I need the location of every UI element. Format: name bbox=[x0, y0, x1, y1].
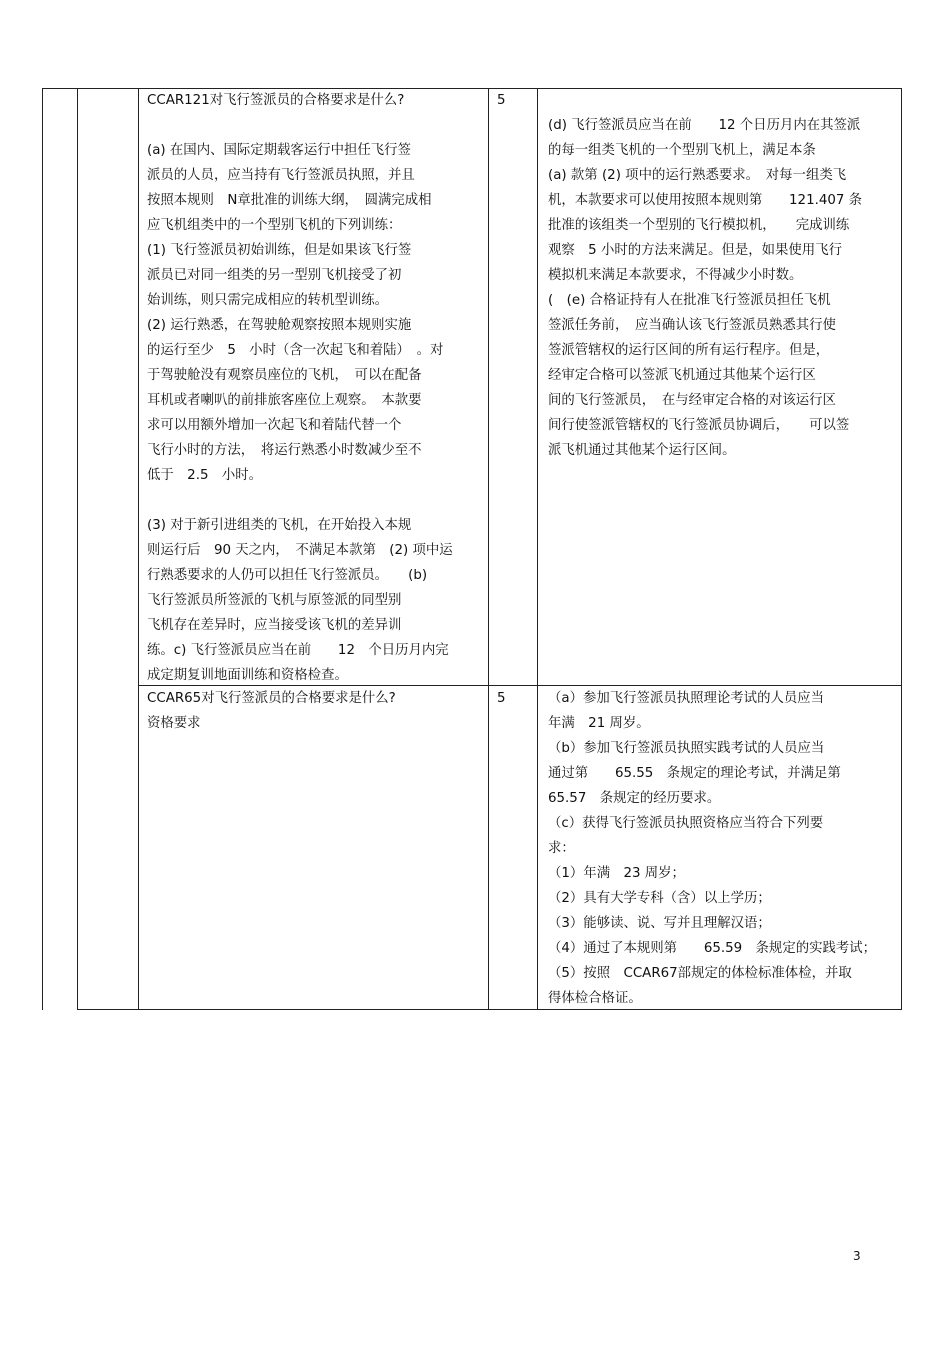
text-line: 的每一组类飞机的一个型别飞机上，满足本条 bbox=[548, 143, 816, 158]
text-line: 应飞机组类中的一个型别飞机的下列训练： bbox=[147, 218, 402, 233]
score-cell: 5 bbox=[497, 691, 506, 706]
text-line: 求可以用额外增加一次起飞和着陆代替一个 bbox=[147, 418, 402, 433]
text-line: (a) 款第 (2) 项中的运行熟悉要求。 对每一组类飞 bbox=[548, 168, 847, 183]
column-divider bbox=[138, 88, 139, 1010]
text-line: 65.57 条规定的经历要求。 bbox=[548, 791, 721, 806]
text-line: 求： bbox=[548, 841, 575, 856]
answer-cell bbox=[548, 88, 862, 463]
text-line: CCAR65对飞行签派员的合格要求是什么? bbox=[147, 691, 396, 706]
text-line: 机，本款要求可以使用按照本规则第 121.407 条 bbox=[548, 193, 863, 208]
text-line: 签派管辖权的运行区间的所有运行程序。但是， bbox=[548, 343, 830, 358]
text-line: 低于 2.5 小时。 bbox=[147, 468, 263, 483]
text-line: 派飞机通过其他某个运行区间。 bbox=[548, 443, 736, 458]
text-line bbox=[147, 113, 453, 138]
text-line: 间的飞行签派员， 在与经审定合格的对该运行区 bbox=[548, 393, 836, 408]
text-line: 签派任务前， 应当确认该飞行签派员熟悉其行使 bbox=[548, 318, 836, 333]
text-line: （b）参加飞行签派员执照实践考试的人员应当 bbox=[548, 741, 825, 756]
text-line bbox=[147, 488, 453, 513]
table-right-border bbox=[901, 88, 902, 1010]
column-divider bbox=[77, 88, 78, 1010]
text-line: 年满 21 周岁。 bbox=[548, 716, 650, 731]
text-line: 练。c) 飞行签派员应当在前 12 个日历月内完 bbox=[147, 643, 449, 658]
question-cell bbox=[147, 88, 453, 688]
answer-cell bbox=[548, 686, 876, 1011]
text-line: 则运行后 90 天之内， 不满足本款第 (2) 项中运 bbox=[147, 543, 453, 558]
text-line: 模拟机来满足本款要求，不得减少小时数。 bbox=[548, 268, 803, 283]
text-line: 始训练，则只需完成相应的转机型训练。 bbox=[147, 293, 389, 308]
text-line: 观察 5 小时的方法来满足。但是，如果使用飞行 bbox=[548, 243, 842, 258]
column-divider bbox=[537, 88, 538, 1010]
text-line: (a) 在国内、国际定期载客运行中担任飞行签 bbox=[147, 143, 411, 158]
text-line: 行熟悉要求的人仍可以担任飞行签派员。 (b) bbox=[147, 568, 428, 583]
text-line: 飞机存在差异时，应当接受该飞机的差异训 bbox=[147, 618, 402, 633]
text-line: 经审定合格可以签派飞机通过其他某个运行区 bbox=[548, 368, 816, 383]
page-number: 3 bbox=[853, 1249, 861, 1263]
text-line: 资格要求 bbox=[147, 716, 201, 731]
text-line: 飞行签派员所签派的飞机与原签派的同型别 bbox=[147, 593, 402, 608]
text-line: 间行使签派管辖权的飞行签派员协调后， 可以签 bbox=[548, 418, 850, 433]
text-line: CCAR121对飞行签派员的合格要求是什么? bbox=[147, 93, 405, 108]
text-line: （4）通过了本规则第 65.59 条规定的实践考试； bbox=[548, 941, 877, 956]
text-line: 得体检合格证。 bbox=[548, 991, 642, 1006]
text-line: 派员的人员，应当持有飞行签派员执照，并且 bbox=[147, 168, 415, 183]
text-line: (2) 运行熟悉，在驾驶舱观察按照本规则实施 bbox=[147, 318, 412, 333]
text-line: （a）参加飞行签派员执照理论考试的人员应当 bbox=[548, 691, 825, 706]
text-line: （2）具有大学专科（含）以上学历； bbox=[548, 891, 771, 906]
text-line: 派员已对同一组类的另一型别飞机接受了初 bbox=[147, 268, 402, 283]
text-line: （3）能够读、说、写并且理解汉语； bbox=[548, 916, 771, 931]
text-line: 耳机或者喇叭的前排旅客座位上观察。 本款要 bbox=[147, 393, 422, 408]
text-line: 批准的该组类一个型别的飞行模拟机， 完成训练 bbox=[548, 218, 850, 233]
text-line: 通过第 65.55 条规定的理论考试，并满足第 bbox=[548, 766, 841, 781]
text-line: 飞行小时的方法， 将运行熟悉小时数减少至不 bbox=[147, 443, 422, 458]
column-divider bbox=[488, 88, 489, 1010]
text-line: 于驾驶舱没有观察员座位的飞机， 可以在配备 bbox=[147, 368, 422, 383]
text-line: （c）获得飞行签派员执照资格应当符合下列要 bbox=[548, 816, 824, 831]
text-line: 按照本规则 N章批准的训练大纲， 圆满完成相 bbox=[147, 193, 432, 208]
score-cell: 5 bbox=[497, 93, 506, 108]
table-left-border bbox=[42, 88, 43, 1010]
text-line: (1) 飞行签派员初始训练，但是如果该飞行签 bbox=[147, 243, 412, 258]
text-line: (d) 飞行签派员应当在前 12 个日历月内在其签派 bbox=[548, 118, 861, 133]
text-line: 的运行至少 5 小时（含一次起飞和着陆） 。对 bbox=[147, 343, 444, 358]
text-line: ( (e) 合格证持有人在批准飞行签派员担任飞机 bbox=[548, 293, 831, 308]
text-line bbox=[548, 88, 862, 113]
text-line: （5）按照 CCAR67部规定的体检标准体检，并取 bbox=[548, 966, 852, 981]
text-line: 成定期复训地面训练和资格检查。 bbox=[147, 668, 348, 683]
question-cell bbox=[147, 686, 396, 736]
text-line: (3) 对于新引进组类的飞机，在开始投入本规 bbox=[147, 518, 412, 533]
text-line: （1）年满 23 周岁； bbox=[548, 866, 685, 881]
